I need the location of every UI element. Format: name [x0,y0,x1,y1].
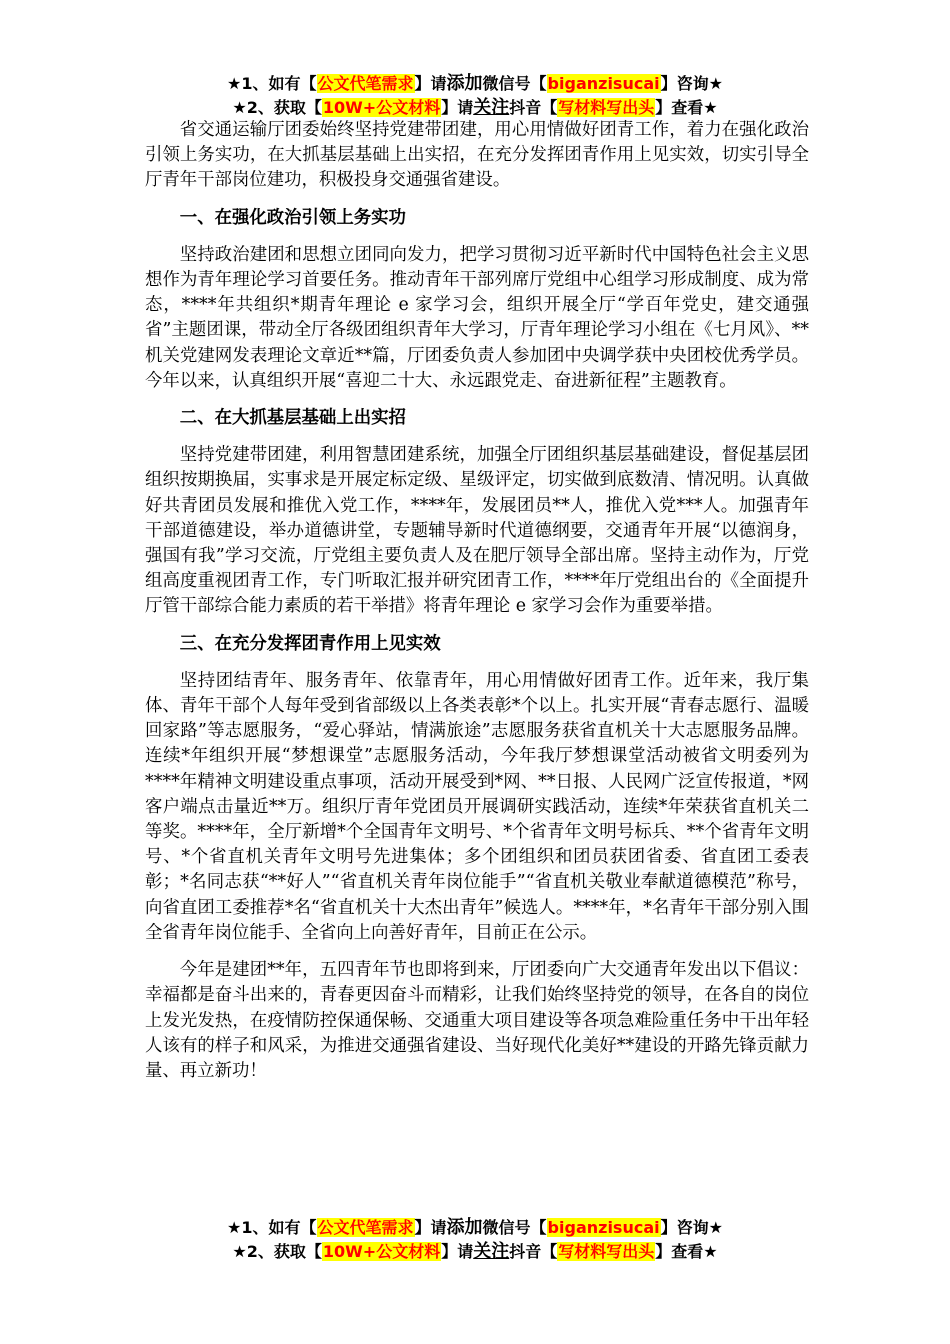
banner-emphasis: 关注 [473,1241,510,1262]
banner-text: ★2、获取【 [232,1242,322,1261]
banner-highlight: biganzisucai [547,1218,660,1237]
banner-text: ★1、如有【 [227,1218,317,1237]
banner-highlight: 公文代笔需求 [317,1218,414,1237]
section-heading-3: 三、在充分发挥团青作用上见实效 [179,633,441,654]
banner-line-2 [0,1240,950,1264]
intro-paragraph: 省交通运输厅团委始终坚持党建带团建，用心用情做好团青工作，着力在强化政治引领上务实功，在大抓基层基础上出实招，在充分发挥团青作用上见实效，切实引导全厅青年干部岗位建功，积极投身交通强省建设。 [145,120,809,191]
banner-text: ★2、获取【 [232,98,322,117]
banner-highlight: biganzisucai [547,74,660,93]
banner-text: 抖音【 [509,98,558,117]
section-paragraph-3: 坚持团结青年、服务青年、依靠青年，用心用情做好团青工作。近年来，我厅集体、青年干部个人每年受到省部级以上各类表彰*个以上。扎实开展“青春志愿行、温暖回家路”等志愿服务，“爱心驿站，情满旅途”志愿服务获省直机关十大志愿服务品牌。连续*年组织开展“梦想课堂”志愿服务活动，今年我厅梦想课堂活动被省文明委列为****年精神文明建设重点事项，活动开展受到*网、**日报、人民网广泛宣传报道，*网客户端点击量近**万。组织厅青年党团员开展调研实践活动，连续*年荣获省直机关二等奖。****年，全厅新增*个全国青年文明号、*个省青年文明号标兵、**个省青年文明号、*个省直机关青年文明号先进集体；多个团组织和团员获团省委、省直团工委表彰；*名同志获“**好人”“省直机关青年岗位能手”“省直机关敬业奉献道德模范”称号，向省直团工委推荐*名“省直机关十大杰出青年”候选人。****年，*名青年干部分别入围全省青年岗位能手、全省向上向善好青年，目前正在公示。 [145,670,809,943]
banner-emphasis: 添加 [446,73,483,94]
banner-text: 】请 [414,1218,447,1237]
banner-text: 】请 [441,98,474,117]
banner-emphasis: 关注 [473,97,510,118]
banner-text: 】请 [414,74,447,93]
banner-highlight: 10W+公文材料 [322,98,441,117]
banner-text: 】咨询★ [660,74,723,93]
banner-text: 】请 [441,1242,474,1261]
banner-text: 】查看★ [655,98,718,117]
top-banner [0,72,950,120]
banner-text: 微信号【 [482,1218,547,1237]
banner-highlight: 写材料写出头 [558,98,655,117]
section-heading-2: 二、在大抓基层基础上出实招 [179,408,406,429]
banner-text: 微信号【 [482,74,547,93]
banner-highlight: 公文代笔需求 [317,74,414,93]
banner-text: ★1、如有【 [227,74,317,93]
section-paragraph-2: 坚持党建带团建，利用智慧团建系统，加强全厅团组织基层基础建设，督促基层团组织按期换届，实事求是开展定标定级、星级评定，切实做到底数清、情况明。认真做好共青团员发展和推优入党工作，****年，发展团员**人，推优入党***人。加强青年干部道德建设，举办道德讲堂，专题辅导新时代道德纲要，交通青年开展“以德润身，强国有我”学习交流，厅党组主要负责人及在肥厅领导全部出席。坚持主动作为，厅党组高度重视团青工作，专门听取汇报并研究团青工作，****年厅党组出台的《全面提升厅管干部综合能力素质的若干举措》将青年理论 e 家学习会作为重要举措。 [145,445,809,617]
banner-highlight: 10W+公文材料 [322,1242,441,1261]
banner-text: 】查看★ [655,1242,718,1261]
document-body [145,118,809,1096]
banner-emphasis: 添加 [446,1217,483,1238]
banner-line-1 [0,72,950,96]
banner-text: 】咨询★ [660,1218,723,1237]
banner-highlight: 写材料写出头 [558,1242,655,1261]
section-heading-1: 一、在强化政治引领上务实功 [179,207,406,228]
banner-line-2 [0,96,950,120]
bottom-banner [0,1216,950,1264]
banner-text: 抖音【 [509,1242,558,1261]
closing-paragraph: 今年是建团**年，五四青年节也即将到来，厅团委向广大交通青年发出以下倡议：幸福都是奋斗出来的，青春更因奋斗而精彩，让我们始终坚持党的领导，在各自的岗位上发光发热，在疫情防控保通保畅、交通重大项目建设等各项急难险重任务中干出年轻人该有的样子和风采，为推进交通强省建设、当好现代化美好**建设的开路先锋贡献力量、再立新功！ [145,960,809,1081]
banner-line-1 [0,1216,950,1240]
section-paragraph-1: 坚持政治建团和思想立团同向发力，把学习贯彻习近平新时代中国特色社会主义思想作为青年理论学习首要任务。推动青年干部列席厅党组中心组学习形成制度、成为常态，****年共组织*期青年理论 e 家学习会，组织开展全厅“学百年党史，建交通强省”主题团课，带动全厅各级团组织青年大学习，厅青年理论学习小组在《七月风》、**机关党建网发表理论文章近**篇，厅团委负责人参加团中央调学获中央团校优秀学员。今年以来，认真组织开展“喜迎二十大、永远跟党走、奋进新征程”主题教育。 [145,244,809,391]
